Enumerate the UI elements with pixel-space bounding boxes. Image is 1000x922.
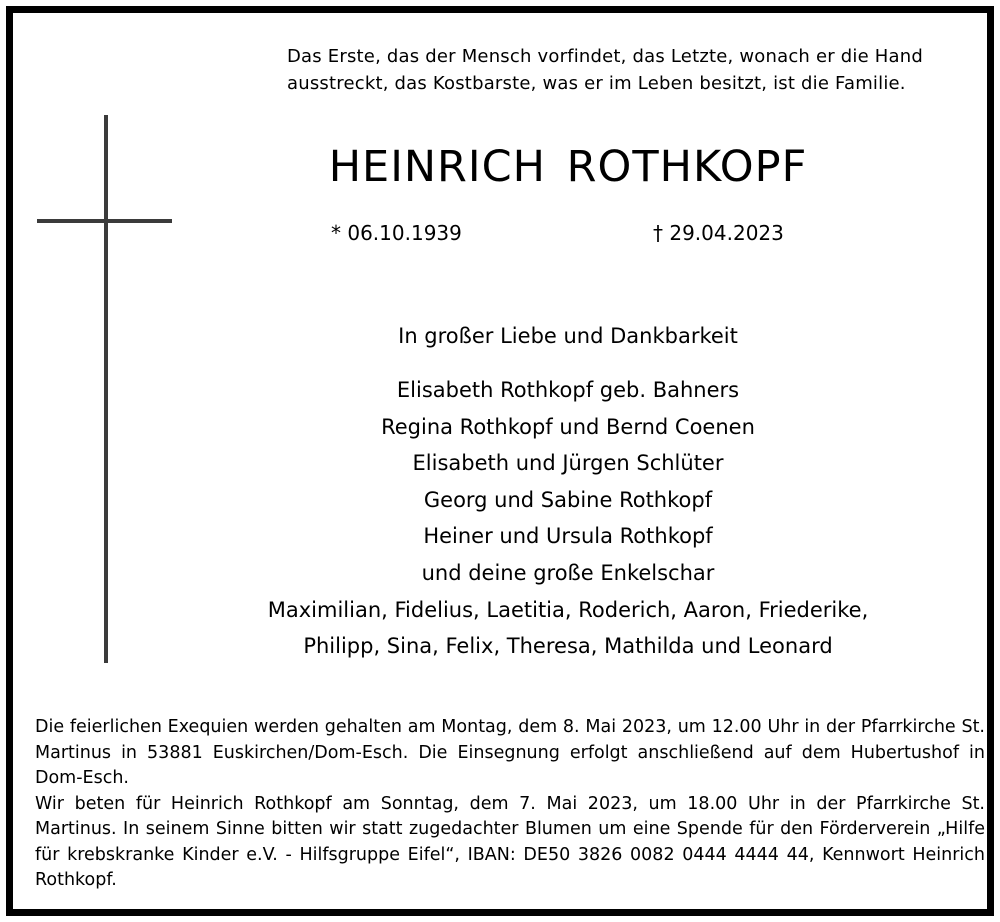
family-member: Georg und Sabine Rothkopf [423, 487, 713, 512]
prayer-donation-paragraph: Wir beten für Heinrich Rothkopf am Sonntag, dem 7. Mai 2023, um 18.00 Uhr in der Pfarrkirche St. Martinus. In seinem Sinne bitten wir statt zugedachter Blumen um eine Spende für den Förderverein „Hilfe für krebskranke Kinder e.V. - Hilfsgruppe Eifel“, IBAN: DE50 3826 0082 0444 4444 44, Kennwort Heinrich Rothkopf. [35, 793, 985, 890]
service-info [35, 715, 985, 894]
cross-icon-beam [37, 219, 172, 223]
motto-line: Das Erste, das der Mensch vorfindet, das Letzte, wonach er die Hand [287, 46, 923, 67]
family-member: Regina Rothkopf und Bernd Coenen [381, 414, 755, 439]
family-member: Elisabeth Rothkopf geb. Bahners [396, 378, 740, 402]
motto-line: ausstreckt, das Kostbarste, was er im Leben besitzt, ist die Familie. [287, 73, 906, 94]
cross-icon [104, 115, 108, 663]
greeting-text: In großer Liebe und Dankbarkeit [398, 324, 738, 348]
obituary-notice [6, 6, 994, 916]
family-member: und deine große Enkelschar [421, 560, 715, 585]
family-list [173, 372, 963, 665]
grandchildren-line: Maximilian, Fidelius, Laetitia, Roderich, Aaron, Friederike, [267, 597, 869, 622]
funeral-info-paragraph: Die feierlichen Exequien werden gehalten am Montag, dem 8. Mai 2023, um 12.00 Uhr in der Pfarrkirche St. Martinus in 53881 Euskirchen/Dom-Esch. Die Einsegnung erfolgt anschließend auf dem Hubertushof in Dom-Esch. [35, 717, 985, 788]
grandchildren-line: Philipp, Sina, Felix, Theresa, Mathilda und Leonard [303, 634, 833, 659]
birth-date: * 06.10.1939 [331, 221, 462, 245]
death-date: † 29.04.2023 [653, 221, 784, 245]
deceased-name: HEINRICH ROTHKOPF [328, 142, 808, 192]
family-member: Heiner und Ursula Rothkopf [423, 524, 713, 549]
family-member: Elisabeth und Jürgen Schlüter [412, 451, 724, 476]
motto-quote [287, 43, 987, 97]
